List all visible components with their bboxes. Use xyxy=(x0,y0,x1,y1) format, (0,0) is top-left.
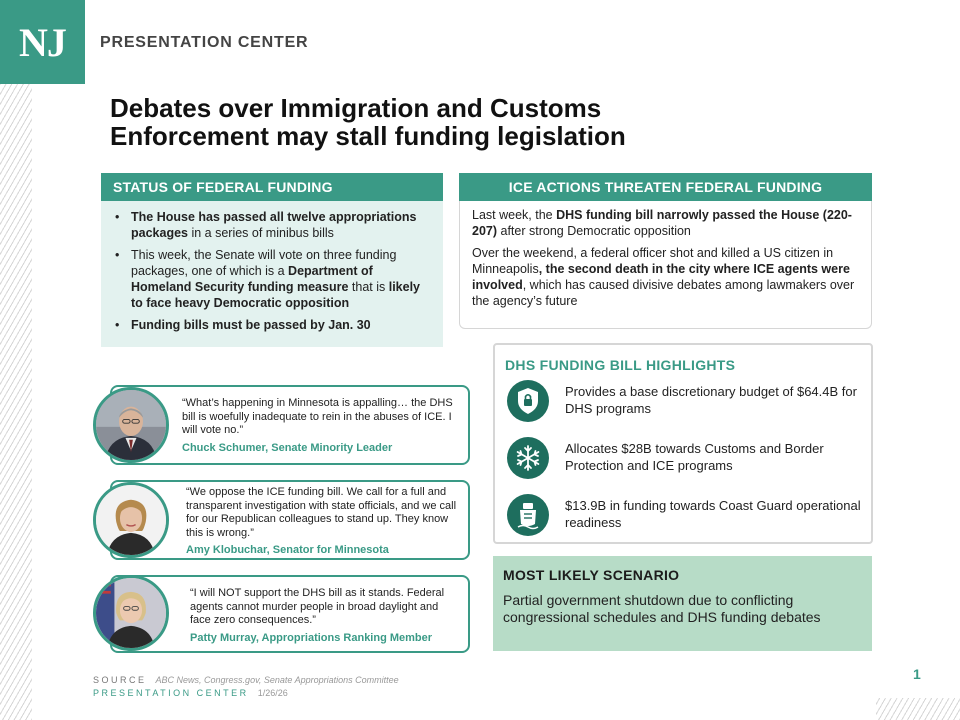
highlight-item xyxy=(507,437,863,481)
quote-speaker: Patty Murray, Appropriations Ranking Member xyxy=(190,631,433,644)
ice-paragraph-2: Over the weekend, a federal officer shot and killed a US citizen in Minneapolis, the second death in the city where ICE agents were involved, which has caused divisive debates among lawmakers over the agency’s future xyxy=(472,246,855,308)
status-bullet-1: • The House has passed all twelve appropriations packages in a series of minibus bills xyxy=(113,209,433,241)
presentation-center-label: PRESENTATION CENTER xyxy=(100,34,309,51)
highlights-panel xyxy=(493,343,873,544)
highlights-title: DHS FUNDING BILL HIGHLIGHTS xyxy=(505,357,736,373)
footer-center-label: PRESENTATION CENTER xyxy=(93,688,249,698)
page-title-line-1: Debates over Immigration and Customs xyxy=(110,93,602,123)
avatar-murray xyxy=(93,575,169,651)
shield-lock-icon xyxy=(507,380,549,422)
highlight-item xyxy=(507,380,863,424)
highlight-text: Provides a base discretionary budget of $64.4B for DHS programs xyxy=(565,384,857,416)
status-panel-body xyxy=(101,201,443,347)
scenario-title: MOST LIKELY SCENARIO xyxy=(503,567,680,583)
status-bullet-2: • This week, the Senate will vote on three funding packages, one of which is a Department of Homeland Security funding measure that is likely to face heavy Democratic opposition xyxy=(113,247,433,311)
status-bullet-3: • Funding bills must be passed by Jan. 30 xyxy=(113,317,433,333)
source-line xyxy=(93,675,399,685)
avatar-klobuchar xyxy=(93,482,169,558)
decorative-hatch-left xyxy=(0,84,32,720)
page-number: 1 xyxy=(913,666,921,682)
scenario-text: Partial government shutdown due to conflicting congressional schedules and DHS funding debates xyxy=(503,592,821,625)
quote-speaker: Amy Klobuchar, Senator for Minnesota xyxy=(186,544,389,556)
highlight-text: Allocates $28B towards Customs and Border Protection and ICE programs xyxy=(565,441,824,473)
coast-guard-icon xyxy=(507,494,549,536)
highlight-text: $13.9B in funding towards Coast Guard operational readiness xyxy=(565,498,861,530)
page-title-line-2: Enforcement may stall funding legislation xyxy=(110,121,626,151)
quote-text: “I will NOT support the DHS bill as it stands. Federal agents cannot murder people in broad daylight and face zero consequences.” xyxy=(190,587,445,626)
page-title xyxy=(110,94,830,150)
footer-center-line xyxy=(93,688,288,698)
status-panel-heading: STATUS OF FEDERAL FUNDING xyxy=(101,173,443,201)
footer-date: 1/26/26 xyxy=(257,688,288,698)
ice-panel-heading: ICE ACTIONS THREATEN FEDERAL FUNDING xyxy=(459,173,872,201)
quote-speaker: Chuck Schumer, Senate Minority Leader xyxy=(182,441,393,454)
snowflake-icon xyxy=(507,437,549,479)
decorative-hatch-bottom-right xyxy=(876,698,960,720)
source-label: SOURCE xyxy=(93,675,147,685)
quote-text: “We oppose the ICE funding bill. We call for a full and transparent investigation with state officials, and we call for our Republican colleagues to stand up. They know this is wrong.” xyxy=(186,486,457,539)
quote-text: “What’s happening in Minnesota is appalling… the DHS bill is woefully inadequate to rein in the abuses of ICE. I will vote no.” xyxy=(182,397,453,436)
source-text: ABC News, Congress.gov, Senate Appropriations Committee xyxy=(155,675,399,685)
ice-panel-body xyxy=(459,201,872,329)
nj-logo: NJ xyxy=(0,0,85,84)
avatar-schumer xyxy=(93,387,169,463)
highlight-item xyxy=(507,494,863,538)
ice-paragraph-1: Last week, the DHS funding bill narrowly passed the House (220-207) after strong Democratic opposition xyxy=(472,208,852,238)
most-likely-scenario-panel xyxy=(493,556,872,651)
